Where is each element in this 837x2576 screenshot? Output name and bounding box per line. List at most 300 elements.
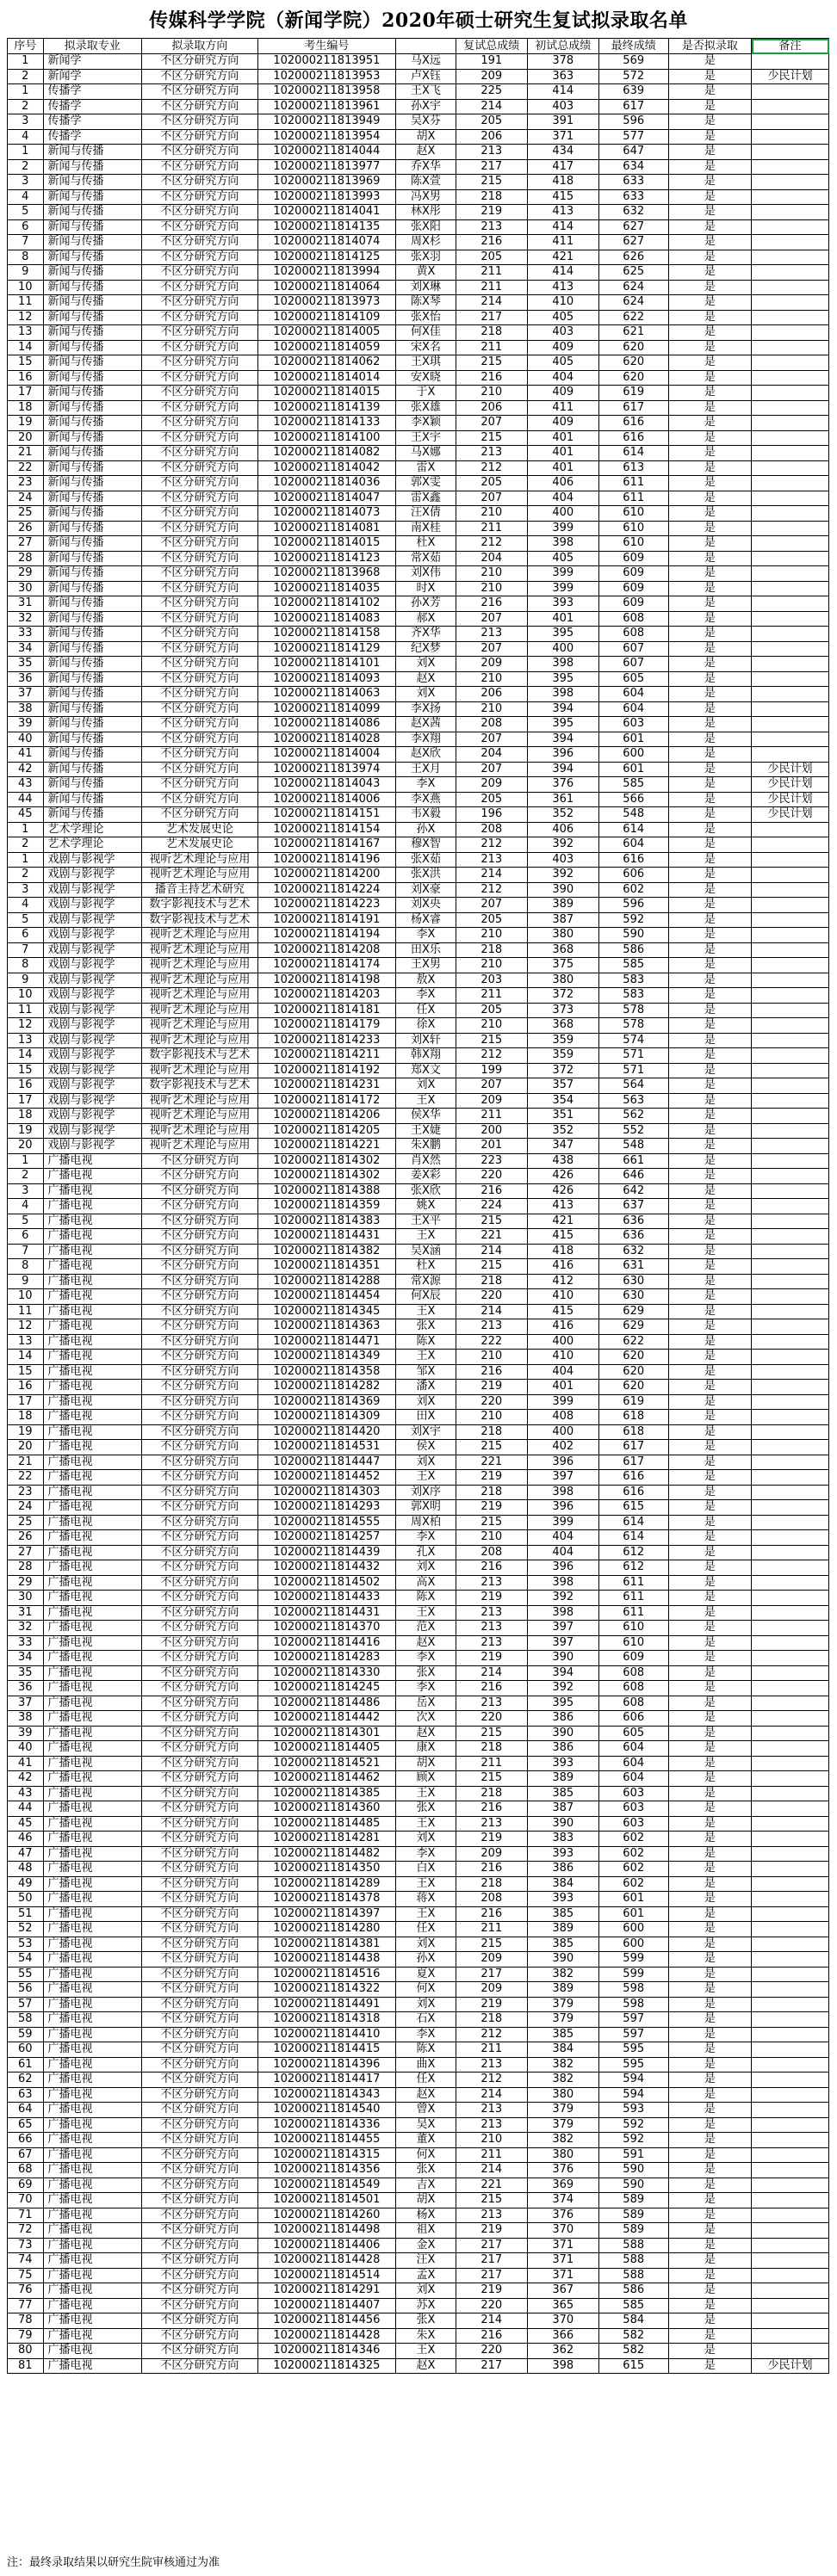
- cell-admitted: 是: [668, 1169, 752, 1184]
- cell-seq: 67: [8, 2147, 44, 2163]
- cell-retest-score: 208: [456, 717, 527, 732]
- cell-name: 范X: [396, 1621, 456, 1636]
- cell-major: 广播电视: [43, 1214, 141, 1229]
- cell-direction: 数字影视技术与艺术: [141, 1048, 257, 1064]
- cell-final-score: 636: [598, 1229, 668, 1245]
- cell-initial-score: 387: [527, 912, 598, 928]
- cell-name: 杜X: [396, 536, 456, 552]
- table-row: [8, 1591, 829, 1606]
- cell-admitted: 是: [668, 988, 752, 1004]
- cell-admitted: 是: [668, 1470, 752, 1486]
- cell-seq: 1: [8, 84, 44, 100]
- cell-name: 李X扬: [396, 701, 456, 717]
- cell-final-score: 595: [598, 2057, 668, 2073]
- table-row: [8, 280, 829, 295]
- cell-major: 广播电视: [43, 1711, 141, 1727]
- table-row: [8, 310, 829, 325]
- cell-major: 广播电视: [43, 1244, 141, 1259]
- cell-remark: [752, 1214, 829, 1229]
- cell-direction: 不区分研究方向: [141, 1183, 257, 1199]
- cell-name: 敖X: [396, 973, 456, 988]
- cell-admitted: 是: [668, 1952, 752, 1968]
- cell-name: 刘X: [396, 1455, 456, 1470]
- cell-direction: 不区分研究方向: [141, 1545, 257, 1560]
- cell-exam-id: 102000211814086: [257, 717, 395, 732]
- table-row: [8, 69, 829, 84]
- cell-direction: 不区分研究方向: [141, 2147, 257, 2163]
- cell-retest-score: 218: [456, 1274, 527, 1289]
- cell-direction: 不区分研究方向: [141, 1424, 257, 1440]
- cell-name: 吴X: [396, 2117, 456, 2133]
- cell-name: 刘X: [396, 1832, 456, 1847]
- cell-name: 曲X: [396, 2057, 456, 2073]
- cell-retest-score: 216: [456, 1906, 527, 1922]
- cell-remark: [752, 2057, 829, 2073]
- cell-final-score: 602: [598, 1862, 668, 1877]
- cell-exam-id: 102000211814283: [257, 1651, 395, 1666]
- cell-final-score: 609: [598, 566, 668, 582]
- cell-retest-score: 214: [456, 1665, 527, 1681]
- cell-retest-score: 205: [456, 1003, 527, 1018]
- cell-final-score: 602: [598, 1846, 668, 1862]
- cell-exam-id: 102000211814280: [257, 1922, 395, 1937]
- cell-final-score: 620: [598, 340, 668, 355]
- cell-seq: 18: [8, 1109, 44, 1124]
- cell-name: 杨X: [396, 2208, 456, 2223]
- cell-major: 戏剧与影视学: [43, 1109, 141, 1124]
- cell-exam-id: 102000211814485: [257, 1816, 395, 1832]
- cell-initial-score: 409: [527, 340, 598, 355]
- cell-final-score: 597: [598, 2027, 668, 2042]
- cell-major: 广播电视: [43, 1876, 141, 1892]
- cell-retest-score: 217: [456, 1967, 527, 1982]
- cell-retest-score: 207: [456, 762, 527, 777]
- cell-major: 传播学: [43, 84, 141, 100]
- cell-initial-score: 404: [527, 1530, 598, 1546]
- cell-final-score: 612: [598, 1545, 668, 1560]
- cell-initial-score: 434: [527, 145, 598, 160]
- cell-admitted: 是: [668, 1033, 752, 1048]
- cell-name: 孙X: [396, 1952, 456, 1968]
- table-row: [8, 1048, 829, 1064]
- cell-name: 何X: [396, 1982, 456, 1998]
- cell-remark: [752, 1922, 829, 1937]
- cell-retest-score: 217: [456, 159, 527, 175]
- cell-final-score: 604: [598, 837, 668, 853]
- cell-initial-score: 376: [527, 777, 598, 793]
- cell-final-score: 624: [598, 280, 668, 295]
- table-row: [8, 2238, 829, 2253]
- cell-admitted: 是: [668, 1093, 752, 1109]
- cell-name: 王X婕: [396, 1123, 456, 1139]
- cell-initial-score: 400: [527, 641, 598, 657]
- cell-admitted: 是: [668, 2283, 752, 2299]
- cell-seq: 23: [8, 476, 44, 491]
- cell-retest-score: 210: [456, 671, 527, 687]
- cell-remark: [752, 2313, 829, 2329]
- cell-admitted: 是: [668, 1741, 752, 1757]
- cell-final-score: 607: [598, 641, 668, 657]
- cell-remark: [752, 868, 829, 883]
- cell-final-score: 634: [598, 159, 668, 175]
- cell-remark: [752, 1319, 829, 1335]
- cell-retest-score: 213: [456, 219, 527, 235]
- cell-name: 汪X倩: [396, 506, 456, 522]
- cell-major: 广播电视: [43, 2328, 141, 2344]
- cell-name: 刘X宇: [396, 1424, 456, 1440]
- cell-remark: [752, 1109, 829, 1124]
- cell-admitted: 是: [668, 1621, 752, 1636]
- cell-major: 戏剧与影视学: [43, 1123, 141, 1139]
- cell-remark: [752, 1681, 829, 1696]
- cell-seq: 6: [8, 928, 44, 943]
- cell-admitted: 是: [668, 1681, 752, 1696]
- cell-name: 潘X: [396, 1380, 456, 1395]
- cell-exam-id: 102000211814203: [257, 988, 395, 1004]
- table-row: [8, 1033, 829, 1048]
- cell-retest-score: 219: [456, 1651, 527, 1666]
- table-row: [8, 325, 829, 341]
- table-row: [8, 1003, 829, 1018]
- cell-name: 高X: [396, 1575, 456, 1591]
- cell-major: 传播学: [43, 129, 141, 145]
- cell-seq: 1: [8, 822, 44, 837]
- cell-remark: [752, 2328, 829, 2344]
- cell-retest-score: 214: [456, 2163, 527, 2178]
- cell-admitted: 是: [668, 2238, 752, 2253]
- cell-remark: [752, 1334, 829, 1350]
- cell-major: 广播电视: [43, 2163, 141, 2178]
- cell-exam-id: 102000211814289: [257, 1876, 395, 1892]
- cell-initial-score: 370: [527, 2223, 598, 2239]
- cell-name: 李X: [396, 2027, 456, 2042]
- cell-seq: 75: [8, 2268, 44, 2283]
- cell-exam-id: 102000211814083: [257, 611, 395, 627]
- cell-name: 张X羽: [396, 250, 456, 265]
- table-row: [8, 868, 829, 883]
- cell-major: 广播电视: [43, 1832, 141, 1847]
- cell-exam-id: 102000211814211: [257, 1048, 395, 1064]
- cell-exam-id: 102000211814293: [257, 1500, 395, 1516]
- cell-initial-score: 386: [527, 1711, 598, 1727]
- cell-remark: [752, 1621, 829, 1636]
- cell-seq: 17: [8, 1394, 44, 1410]
- cell-exam-id: 102000211814516: [257, 1967, 395, 1982]
- cell-seq: 68: [8, 2163, 44, 2178]
- table-row: [8, 400, 829, 416]
- cell-final-score: 608: [598, 1696, 668, 1711]
- cell-remark: [752, 657, 829, 672]
- cell-remark: [752, 506, 829, 522]
- cell-major: 广播电视: [43, 1350, 141, 1365]
- table-row: [8, 446, 829, 461]
- cell-seq: 20: [8, 1139, 44, 1154]
- cell-initial-score: 410: [527, 1289, 598, 1305]
- cell-major: 广播电视: [43, 1756, 141, 1771]
- cell-name: 张X洪: [396, 868, 456, 883]
- cell-final-score: 589: [598, 2193, 668, 2208]
- cell-name: 齐X华: [396, 627, 456, 642]
- cell-major: 戏剧与影视学: [43, 1003, 141, 1018]
- cell-final-score: 588: [598, 2253, 668, 2269]
- cell-exam-id: 102000211814540: [257, 2103, 395, 2118]
- cell-name: 黄X: [396, 265, 456, 281]
- cell-seq: 36: [8, 671, 44, 687]
- cell-admitted: 是: [668, 114, 752, 130]
- cell-retest-score: 191: [456, 54, 527, 70]
- cell-direction: 不区分研究方向: [141, 641, 257, 657]
- table-row: [8, 1906, 829, 1922]
- cell-initial-score: 418: [527, 175, 598, 190]
- cell-name: 张X欣: [396, 1183, 456, 1199]
- cell-exam-id: 102000211814224: [257, 882, 395, 898]
- cell-name: 赵X: [396, 2358, 456, 2374]
- cell-admitted: 是: [668, 1274, 752, 1289]
- cell-retest-score: 213: [456, 2208, 527, 2223]
- cell-major: 广播电视: [43, 1681, 141, 1696]
- cell-remark: [752, 1229, 829, 1245]
- cell-admitted: 是: [668, 1515, 752, 1530]
- cell-exam-id: 102000211814462: [257, 1771, 395, 1787]
- cell-final-score: 601: [598, 1906, 668, 1922]
- cell-remark: [752, 2208, 829, 2223]
- cell-direction: 不区分研究方向: [141, 1741, 257, 1757]
- cell-final-score: 584: [598, 2313, 668, 2329]
- cell-initial-score: 401: [527, 460, 598, 476]
- cell-exam-id: 102000211814343: [257, 2087, 395, 2103]
- cell-name: 刘X: [396, 1560, 456, 1576]
- cell-admitted: 是: [668, 1786, 752, 1801]
- cell-direction: 不区分研究方向: [141, 2042, 257, 2058]
- cell-initial-score: 385: [527, 1937, 598, 1952]
- cell-name: 董X: [396, 2133, 456, 2148]
- cell-retest-score: 219: [456, 1997, 527, 2012]
- cell-remark: [752, 1424, 829, 1440]
- cell-remark: [752, 1244, 829, 1259]
- cell-admitted: 是: [668, 1545, 752, 1560]
- table-row: [8, 641, 829, 657]
- cell-remark: [752, 2117, 829, 2133]
- cell-seq: 3: [8, 175, 44, 190]
- cell-name: 刘X序: [396, 1485, 456, 1500]
- cell-admitted: 是: [668, 521, 752, 536]
- cell-exam-id: 102000211814081: [257, 521, 395, 536]
- cell-exam-id: 102000211814349: [257, 1350, 395, 1365]
- cell-remark: [752, 2073, 829, 2088]
- cell-name: 康X: [396, 1741, 456, 1757]
- cell-remark: [752, 159, 829, 175]
- cell-exam-id: 102000211814378: [257, 1892, 395, 1907]
- cell-direction: 不区分研究方向: [141, 1515, 257, 1530]
- cell-initial-score: 390: [527, 882, 598, 898]
- cell-final-score: 590: [598, 928, 668, 943]
- table-row: [8, 2012, 829, 2028]
- table-row: [8, 1259, 829, 1275]
- cell-major: 新闻与传播: [43, 717, 141, 732]
- cell-name: 王X男: [396, 958, 456, 973]
- cell-seq: 44: [8, 792, 44, 807]
- cell-retest-score: 210: [456, 701, 527, 717]
- cell-initial-score: 410: [527, 1350, 598, 1365]
- cell-name: 王X: [396, 1906, 456, 1922]
- cell-major: 广播电视: [43, 1771, 141, 1787]
- cell-retest-score: 214: [456, 295, 527, 311]
- cell-final-score: 598: [598, 1997, 668, 2012]
- cell-direction: 不区分研究方向: [141, 2193, 257, 2208]
- cell-major: 广播电视: [43, 1967, 141, 1982]
- cell-seq: 63: [8, 2087, 44, 2103]
- cell-exam-id: 102000211814442: [257, 1711, 395, 1727]
- cell-exam-id: 102000211814047: [257, 491, 395, 506]
- cell-remark: [752, 973, 829, 988]
- cell-seq: 53: [8, 1937, 44, 1952]
- cell-initial-score: 386: [527, 1741, 598, 1757]
- cell-final-score: 595: [598, 2042, 668, 2058]
- cell-remark: 少民计划: [752, 69, 829, 84]
- cell-final-score: 589: [598, 2208, 668, 2223]
- cell-exam-id: 102000211814015: [257, 536, 395, 552]
- cell-retest-score: 206: [456, 400, 527, 416]
- cell-direction: 不区分研究方向: [141, 189, 257, 205]
- cell-final-score: 611: [598, 1591, 668, 1606]
- cell-exam-id: 102000211814231: [257, 1078, 395, 1094]
- table-row: [8, 2147, 829, 2163]
- header-remark[interactable]: 备注: [752, 39, 829, 54]
- cell-initial-score: 398: [527, 657, 598, 672]
- cell-final-score: 585: [598, 958, 668, 973]
- cell-seq: 24: [8, 1500, 44, 1516]
- cell-final-score: 610: [598, 536, 668, 552]
- cell-final-score: 607: [598, 657, 668, 672]
- cell-retest-score: 211: [456, 521, 527, 536]
- cell-major: 广播电视: [43, 1801, 141, 1817]
- cell-final-score: 625: [598, 265, 668, 281]
- table-row: [8, 1665, 829, 1681]
- cell-direction: 艺术发展史论: [141, 822, 257, 837]
- cell-direction: 不区分研究方向: [141, 2027, 257, 2042]
- cell-final-score: 642: [598, 1183, 668, 1199]
- cell-exam-id: 102000211814036: [257, 476, 395, 491]
- cell-initial-score: 379: [527, 2117, 598, 2133]
- cell-initial-score: 410: [527, 295, 598, 311]
- cell-final-score: 626: [598, 250, 668, 265]
- cell-direction: 不区分研究方向: [141, 1937, 257, 1952]
- cell-retest-score: 212: [456, 460, 527, 476]
- cell-retest-score: 213: [456, 1696, 527, 1711]
- cell-initial-score: 371: [527, 129, 598, 145]
- cell-seq: 40: [8, 1741, 44, 1757]
- cell-major: 戏剧与影视学: [43, 912, 141, 928]
- cell-initial-score: 416: [527, 1319, 598, 1335]
- cell-direction: 不区分研究方向: [141, 1229, 257, 1245]
- cell-initial-score: 398: [527, 1605, 598, 1621]
- cell-retest-score: 213: [456, 1319, 527, 1335]
- cell-exam-id: 102000211813973: [257, 295, 395, 311]
- cell-name: 马X远: [396, 54, 456, 70]
- cell-seq: 37: [8, 687, 44, 702]
- cell-initial-score: 404: [527, 1545, 598, 1560]
- cell-major: 新闻与传播: [43, 521, 141, 536]
- cell-initial-score: 413: [527, 1199, 598, 1214]
- cell-exam-id: 102000211814454: [257, 1289, 395, 1305]
- cell-exam-id: 102000211814455: [257, 2133, 395, 2148]
- cell-exam-id: 102000211814101: [257, 657, 395, 672]
- cell-name: 王X: [396, 1816, 456, 1832]
- cell-retest-score: 210: [456, 1530, 527, 1546]
- table-row: [8, 1862, 829, 1877]
- table-row: [8, 506, 829, 522]
- cell-major: 广播电视: [43, 1937, 141, 1952]
- cell-initial-score: 374: [527, 2193, 598, 2208]
- cell-remark: [752, 581, 829, 596]
- cell-name: 刘X轩: [396, 1033, 456, 1048]
- cell-direction: 不区分研究方向: [141, 1711, 257, 1727]
- cell-direction: 不区分研究方向: [141, 536, 257, 552]
- cell-admitted: 是: [668, 476, 752, 491]
- cell-direction: 不区分研究方向: [141, 2087, 257, 2103]
- cell-exam-id: 102000211814383: [257, 1214, 395, 1229]
- table-row: [8, 1651, 829, 1666]
- cell-retest-score: 208: [456, 1545, 527, 1560]
- table-row: [8, 250, 829, 265]
- cell-remark: [752, 1410, 829, 1425]
- table-row: [8, 807, 829, 823]
- cell-retest-score: 213: [456, 2103, 527, 2118]
- cell-exam-id: 102000211814302: [257, 1169, 395, 1184]
- cell-major: 戏剧与影视学: [43, 988, 141, 1004]
- cell-seq: 45: [8, 807, 44, 823]
- cell-direction: 视听艺术理论与应用: [141, 988, 257, 1004]
- cell-seq: 28: [8, 551, 44, 566]
- table-row: [8, 2117, 829, 2133]
- cell-admitted: 是: [668, 762, 752, 777]
- cell-admitted: 是: [668, 1123, 752, 1139]
- cell-final-score: 610: [598, 521, 668, 536]
- cell-remark: [752, 1876, 829, 1892]
- cell-retest-score: 224: [456, 1199, 527, 1214]
- cell-remark: [752, 416, 829, 431]
- table-row: [8, 2328, 829, 2344]
- cell-retest-score: 201: [456, 1139, 527, 1154]
- cell-admitted: 是: [668, 1410, 752, 1425]
- cell-final-score: 610: [598, 506, 668, 522]
- cell-major: 广播电视: [43, 1635, 141, 1651]
- cell-admitted: 是: [668, 792, 752, 807]
- cell-name: 刘X琳: [396, 280, 456, 295]
- cell-direction: 不区分研究方向: [141, 145, 257, 160]
- table-row: [8, 1319, 829, 1335]
- table-row: [8, 958, 829, 973]
- header-major: 拟录取专业: [43, 39, 141, 54]
- cell-initial-score: 417: [527, 159, 598, 175]
- cell-major: 广播电视: [43, 1651, 141, 1666]
- cell-exam-id: 102000211814133: [257, 416, 395, 431]
- cell-remark: [752, 1139, 829, 1154]
- cell-final-score: 572: [598, 69, 668, 84]
- cell-retest-score: 216: [456, 1681, 527, 1696]
- cell-remark: [752, 852, 829, 868]
- cell-direction: 不区分研究方向: [141, 1696, 257, 1711]
- table-row: [8, 1635, 829, 1651]
- cell-initial-score: 401: [527, 430, 598, 446]
- cell-name: 朱X鹏: [396, 1139, 456, 1154]
- cell-initial-score: 375: [527, 958, 598, 973]
- cell-direction: 不区分研究方向: [141, 1621, 257, 1636]
- cell-initial-score: 409: [527, 386, 598, 401]
- cell-major: 新闻与传播: [43, 386, 141, 401]
- cell-retest-score: 211: [456, 1922, 527, 1937]
- cell-admitted: 是: [668, 732, 752, 747]
